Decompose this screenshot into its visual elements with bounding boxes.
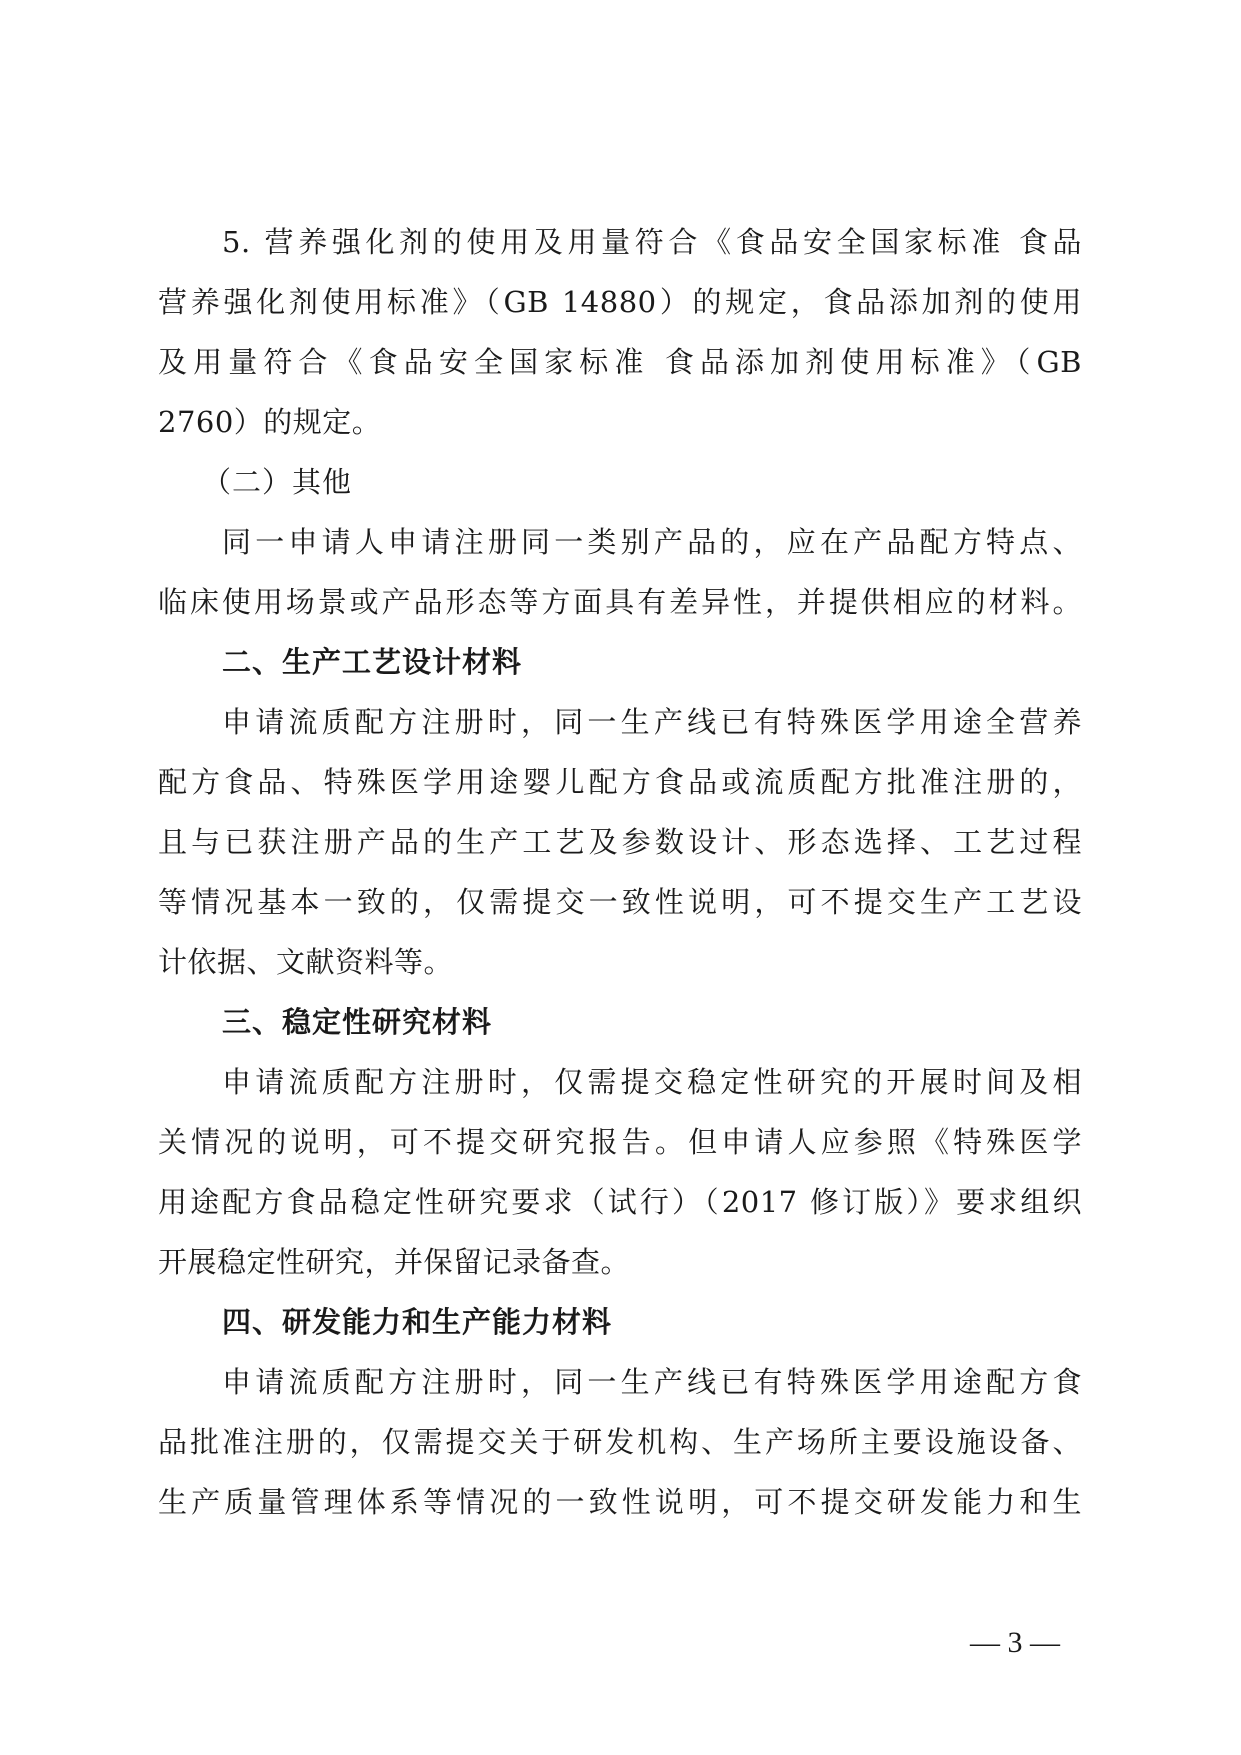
body-line: 用途配方食品稳定性研究要求（试行）（2017 修订版）》要求组织 bbox=[158, 1185, 1082, 1219]
paragraph-nutrient-fortifier bbox=[158, 212, 1082, 452]
body-line: 关情况的说明，可不提交研究报告。但申请人应参照《特殊医学 bbox=[158, 1125, 1082, 1159]
document-body bbox=[158, 212, 1082, 1532]
body-line: 申请流质配方注册时，同一生产线已有特殊医学用途配方食 bbox=[222, 1365, 1082, 1399]
body-line: 且与已获注册产品的生产工艺及参数设计、形态选择、工艺过程 bbox=[158, 825, 1082, 859]
body-line: 生产质量管理体系等情况的一致性说明，可不提交研发能力和生 bbox=[158, 1485, 1082, 1519]
body-line: 计依据、文献资料等。 bbox=[158, 945, 454, 979]
body-line: 及用量符合《食品安全国家标准 食品添加剂使用标准》（GB bbox=[158, 345, 1082, 379]
body-line: 同一申请人申请注册同一类别产品的，应在产品配方特点、 bbox=[222, 525, 1082, 559]
section-heading-others: （二）其他 bbox=[202, 465, 353, 499]
section-heading-process-design: 二、生产工艺设计材料 bbox=[222, 645, 523, 679]
body-line: 等情况基本一致的，仅需提交一致性说明，可不提交生产工艺设 bbox=[158, 885, 1082, 919]
section-heading-rd-production: 四、研发能力和生产能力材料 bbox=[222, 1305, 613, 1339]
paragraph-stability bbox=[158, 1052, 1082, 1292]
body-line: 品批准注册的，仅需提交关于研发机构、生产场所主要设施设备、 bbox=[158, 1425, 1082, 1459]
paragraph-others bbox=[158, 512, 1082, 632]
body-line: 申请流质配方注册时，同一生产线已有特殊医学用途全营养 bbox=[222, 705, 1082, 739]
body-line: 开展稳定性研究，并保留记录备查。 bbox=[158, 1245, 631, 1279]
body-line: 申请流质配方注册时，仅需提交稳定性研究的开展时间及相 bbox=[222, 1065, 1082, 1099]
paragraph-process-design bbox=[158, 692, 1082, 992]
body-line: 2760）的规定。 bbox=[158, 405, 382, 439]
body-line: 配方食品、特殊医学用途婴儿配方食品或流质配方批准注册的， bbox=[158, 765, 1082, 799]
paragraph-rd-production bbox=[158, 1352, 1082, 1532]
section-heading-stability: 三、稳定性研究材料 bbox=[222, 1005, 493, 1039]
body-line: 5. 营养强化剂的使用及用量符合《食品安全国家标准 食品 bbox=[222, 225, 1082, 259]
body-line: 临床使用场景或产品形态等方面具有差异性，并提供相应的材料。 bbox=[158, 585, 1082, 619]
page-number: — 3 — bbox=[970, 1626, 1060, 1659]
body-line: 营养强化剂使用标准》（GB 14880）的规定，食品添加剂的使用 bbox=[158, 285, 1082, 319]
